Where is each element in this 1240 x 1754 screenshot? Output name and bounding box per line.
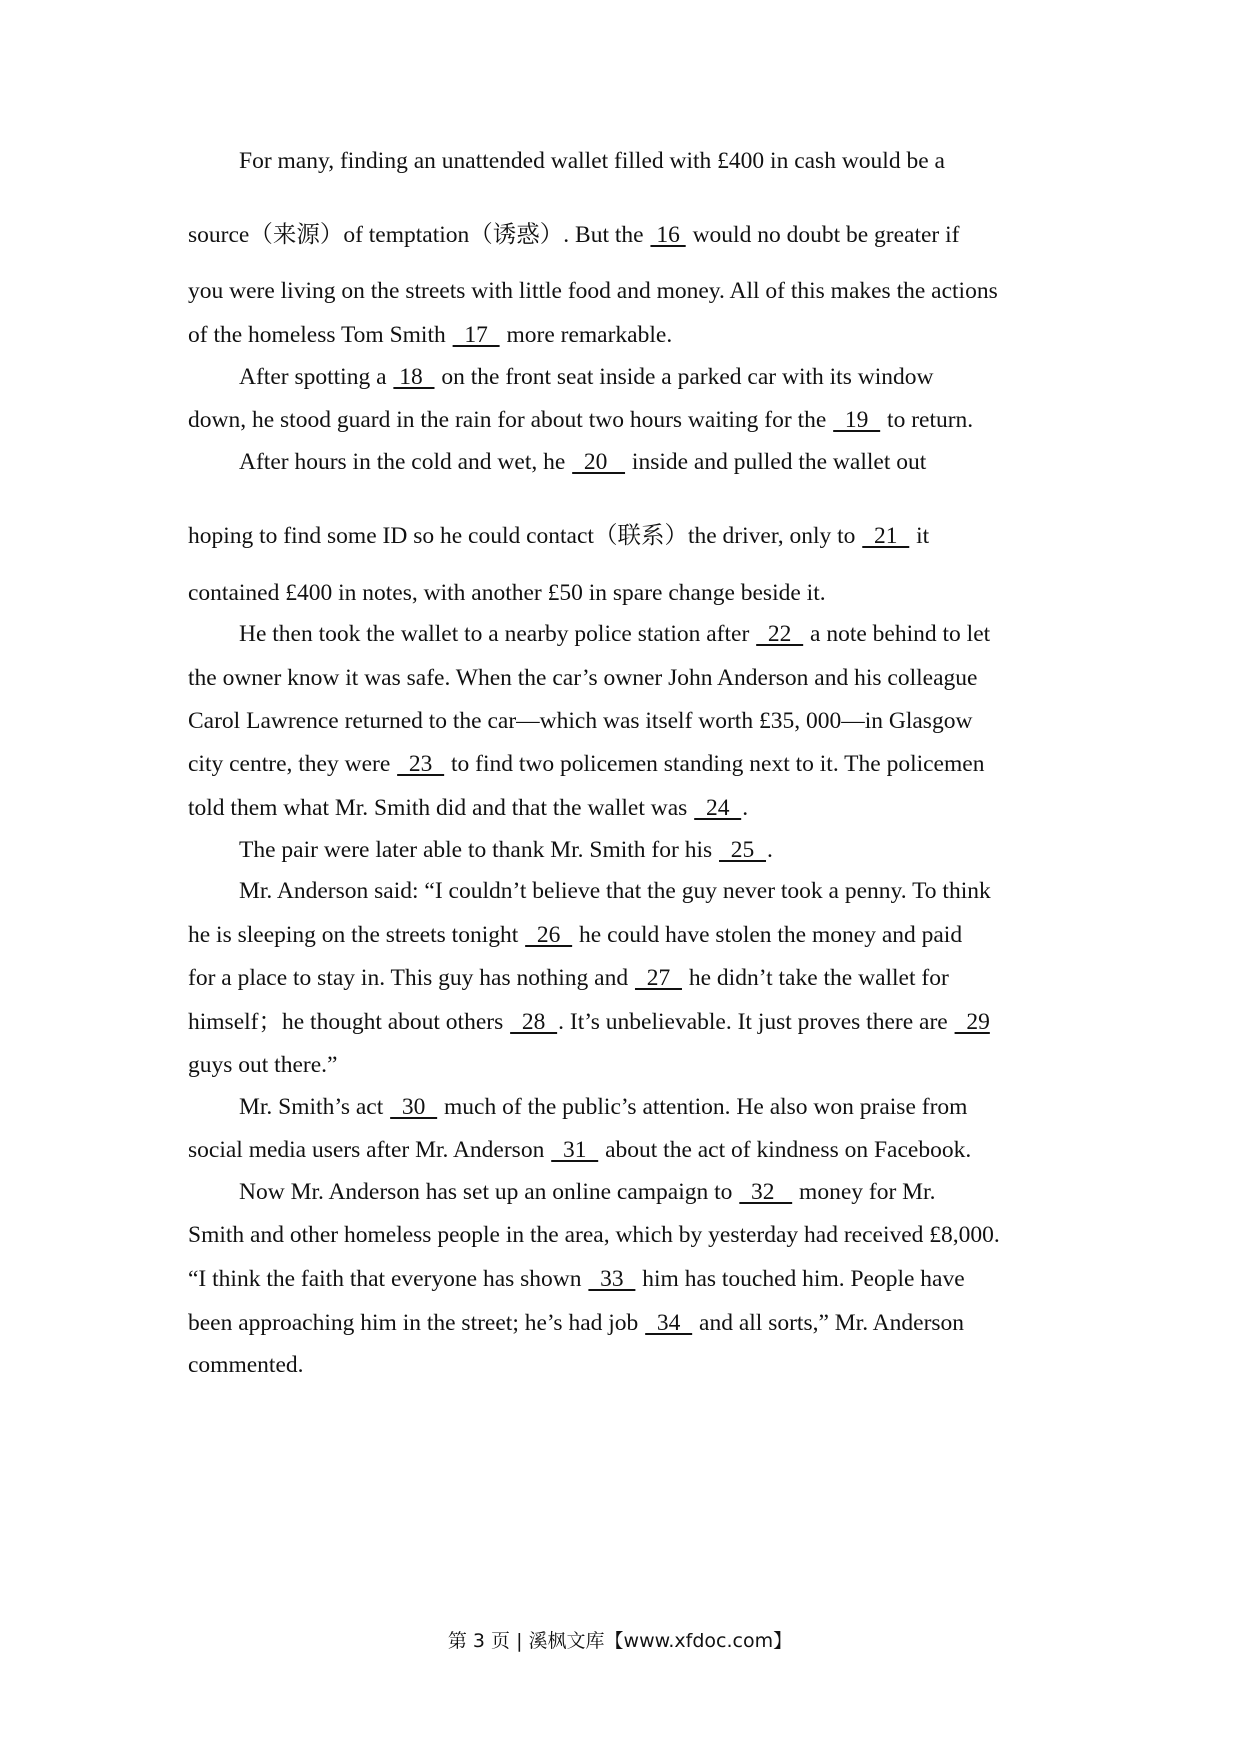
- passage-line: [188, 578, 826, 608]
- text-run: city centre, they were: [188, 751, 397, 777]
- text-run: contained £400 in notes, with another £50 in spare change beside it.: [188, 580, 826, 606]
- text-run: a note behind to let: [804, 621, 991, 647]
- blank-16: 16: [650, 222, 686, 248]
- blank-31: 31: [551, 1137, 599, 1163]
- text-run: Smith and other homeless people in the area, which by yesterday had received £8,000.: [188, 1222, 1000, 1248]
- passage-line: [188, 1220, 1000, 1250]
- passage-line: [188, 876, 991, 906]
- text-run: . It’s unbelievable. It just proves there are: [558, 1009, 954, 1035]
- passage-line: [188, 220, 960, 250]
- text-run: to find two policemen standing next to it. The policemen: [445, 751, 985, 777]
- text-run: After hours in the cold and wet, he: [239, 449, 572, 475]
- text-run: on the front seat inside a parked car with its window: [435, 364, 934, 390]
- passage-line: [188, 276, 998, 306]
- passage-line: [188, 447, 926, 477]
- text-run: he is sleeping on the streets tonight: [188, 922, 525, 948]
- text-run: guys out there.”: [188, 1052, 338, 1078]
- text-run: Mr. Anderson said: “I couldn’t believe that the guy never took a penny. To think: [239, 878, 991, 904]
- passage-line: [188, 963, 949, 993]
- text-run: .: [742, 795, 749, 821]
- text-run: Now Mr. Anderson has set up an online campaign to: [239, 1179, 739, 1205]
- passage-line: [188, 920, 962, 950]
- text-run: social media users after Mr. Anderson: [188, 1137, 551, 1163]
- passage-line: [188, 749, 984, 779]
- passage-line: [188, 405, 973, 435]
- text-run: more remarkable.: [500, 322, 673, 348]
- passage-line: [188, 1308, 964, 1338]
- blank-19: 19: [833, 407, 881, 433]
- text-run: After spotting a: [239, 364, 393, 390]
- blank-23: 23: [397, 751, 445, 777]
- passage-line: [188, 835, 773, 865]
- text-run: to return.: [881, 407, 974, 433]
- text-run: he didn’t take the wallet for: [682, 965, 949, 991]
- text-run: for a place to stay in. This guy has nothing and: [188, 965, 634, 991]
- blank-29: 29: [954, 1009, 990, 1035]
- blank-24: 24: [694, 795, 742, 821]
- text-run: of the homeless Tom Smith: [188, 322, 452, 348]
- blank-22: 22: [756, 621, 804, 647]
- passage-line: [188, 1135, 971, 1165]
- text-run: you were living on the streets with little food and money. All of this makes the actions: [188, 278, 998, 304]
- blank-32: 32: [739, 1179, 793, 1205]
- text-run: commented.: [188, 1352, 304, 1378]
- passage-line: [188, 362, 933, 392]
- passage-line: [188, 320, 672, 350]
- blank-33: 33: [588, 1266, 636, 1292]
- blank-30: 30: [390, 1094, 438, 1120]
- blank-20: 20: [572, 449, 626, 475]
- blank-28: 28: [510, 1009, 558, 1035]
- text-run: him has touched him. People have: [636, 1266, 965, 1292]
- blank-27: 27: [634, 965, 682, 991]
- blank-34: 34: [645, 1310, 693, 1336]
- passage-line: [188, 1050, 337, 1080]
- text-run: He then took the wallet to a nearby police station after: [239, 621, 756, 647]
- passage-line: [188, 619, 990, 649]
- text-run: hoping to find some ID so he could contact（联系）the driver, only to: [188, 523, 862, 549]
- blank-18: 18: [393, 364, 435, 390]
- passage-line: [188, 793, 748, 823]
- passage-line: [188, 1350, 304, 1380]
- text-run: “I think the faith that everyone has shown: [188, 1266, 588, 1292]
- text-run: inside and pulled the wallet out: [626, 449, 927, 475]
- text-run: The pair were later able to thank Mr. Smith for his: [239, 837, 719, 863]
- passage-line: [188, 521, 929, 551]
- text-run: it: [910, 523, 930, 549]
- text-run: much of the public’s attention. He also won praise from: [438, 1094, 968, 1120]
- passage-line: [188, 1177, 935, 1207]
- text-run: Mr. Smith’s act: [239, 1094, 390, 1120]
- text-run: told them what Mr. Smith did and that the wallet was: [188, 795, 694, 821]
- passage-line: [188, 146, 945, 176]
- text-run: the owner know it was safe. When the car’s owner John Anderson and his colleague: [188, 665, 978, 691]
- text-run: For many, finding an unattended wallet filled with £400 in cash would be a: [239, 148, 945, 174]
- text-run: money for Mr.: [793, 1179, 936, 1205]
- page-footer: [0, 1626, 1240, 1653]
- passage-line: [188, 663, 977, 693]
- passage-line: [188, 1007, 991, 1037]
- text-run: down, he stood guard in the rain for about two hours waiting for the: [188, 407, 833, 433]
- text-run: about the act of kindness on Facebook.: [599, 1137, 972, 1163]
- text-run: Carol Lawrence returned to the car—which was itself worth £35, 000—in Glasgow: [188, 708, 973, 734]
- text-run: he could have stolen the money and paid: [573, 922, 963, 948]
- blank-21: 21: [862, 523, 910, 549]
- footer-text: 第 3 页 | 溪枫文库【www.xfdoc.com】: [447, 1630, 793, 1652]
- text-run: .: [767, 837, 773, 863]
- passage-line: [188, 706, 972, 736]
- text-run: himself；he thought about others: [188, 1009, 510, 1035]
- text-run: would no doubt be greater if: [686, 222, 960, 248]
- blank-25: 25: [719, 837, 767, 863]
- text-run: source（来源）of temptation（诱惑）. But the: [188, 222, 650, 248]
- passage-line: [188, 1264, 965, 1294]
- blank-17: 17: [452, 322, 500, 348]
- blank-26: 26: [525, 922, 573, 948]
- text-run: and all sorts,” Mr. Anderson: [693, 1310, 965, 1336]
- passage-line: [188, 1092, 967, 1122]
- text-run: been approaching him in the street; he’s had job: [188, 1310, 645, 1336]
